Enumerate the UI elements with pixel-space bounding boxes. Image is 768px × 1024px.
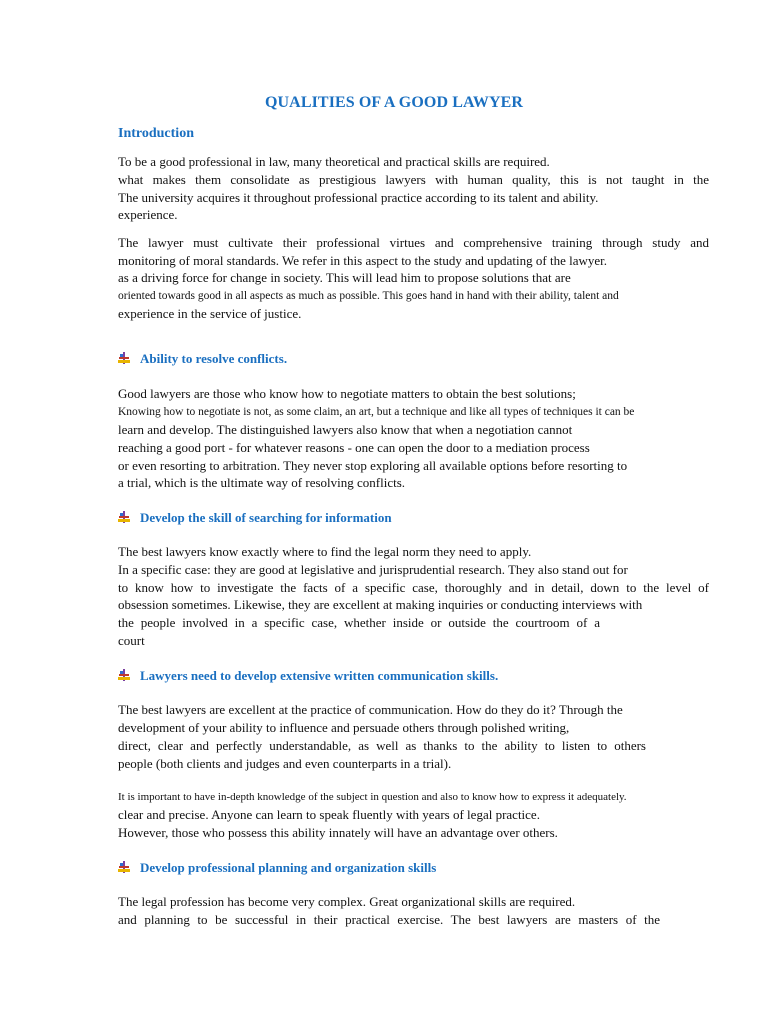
paragraph-line: clear and precise. Anyone can learn to speak fluently with years of legal practice. (118, 807, 540, 822)
bullet-icon (118, 352, 130, 364)
bullet-icon (118, 669, 130, 681)
paragraph-line: Knowing how to negotiate is not, as some claim, an art, but a technique and like all types of techniques it can be (118, 406, 635, 418)
paragraph-line: and planning to be successful in their practical exercise. The best lawyers are masters of the (118, 912, 660, 927)
paragraph-line: what makes them consolidate as prestigious lawyers with human quality, this is not taught in the (118, 172, 709, 187)
paragraph-line: a trial, which is the ultimate way of resolving conflicts. (118, 475, 406, 490)
paragraph-line: to know how to investigate the facts of a specific case, thoroughly and in detail, down to the level of (118, 580, 709, 595)
paragraph-line: experience in the service of justice. (118, 306, 302, 321)
paragraph-line: or even resorting to arbitration. They never stop exploring all available options before resorting to (118, 458, 628, 473)
section-heading-text: Develop professional planning and organization skills (140, 860, 437, 875)
introduction-heading: Introduction (118, 126, 194, 141)
paragraph-line: However, those who possess this ability innately will have an advantage over others. (118, 825, 558, 840)
paragraph-line: The university acquires it throughout professional practice according to its talent and ability. (118, 190, 599, 205)
section-heading-text: Ability to resolve conflicts. (140, 351, 288, 366)
section-heading-text: Lawyers need to develop extensive written communication skills. (140, 668, 499, 683)
paragraph-line: The best lawyers know exactly where to find the legal norm they need to apply. (118, 544, 532, 559)
paragraph-line: The best lawyers are excellent at the practice of communication. How do they do it? Through the (118, 702, 623, 717)
section-heading-text: Develop the skill of searching for information (140, 510, 392, 525)
page-title: QUALITIES OF A GOOD LAWYER (264, 94, 524, 111)
section-heading-planning (118, 860, 436, 876)
paragraph-line: court (118, 633, 145, 648)
section-heading-written-communication (118, 668, 498, 684)
section-heading-conflicts (118, 351, 287, 367)
paragraph-line: To be a good professional in law, many theoretical and practical skills are required. (118, 154, 550, 169)
paragraph-line: direct, clear and perfectly understandable, as well as thanks to the ability to listen to others (118, 738, 646, 753)
paragraph-line: obsession sometimes. Likewise, they are excellent at making inquiries or conducting interviews with (118, 597, 643, 612)
paragraph-line: The legal profession has become very complex. Great organizational skills are required. (118, 894, 576, 909)
paragraph-line: In a specific case: they are good at legislative and jurisprudential research. They also stand out for (118, 562, 628, 577)
paragraph-line: It is important to have in-depth knowledge of the subject in question and also to know how to express it adequately. (118, 791, 627, 803)
paragraph-line: people (both clients and judges and even counterparts in a trial). (118, 756, 452, 771)
paragraph-line: monitoring of moral standards. We refer in this aspect to the study and updating of the lawyer. (118, 253, 607, 268)
paragraph-line: learn and develop. The distinguished lawyers also know that when a negotiation cannot (118, 422, 573, 437)
bullet-icon (118, 511, 130, 523)
section-heading-searching (118, 510, 392, 526)
paragraph-line: the people involved in a specific case, whether inside or outside the courtroom of a (118, 615, 600, 630)
paragraph-line: development of your ability to influence and persuade others through polished writing, (118, 720, 570, 735)
paragraph-line: The lawyer must cultivate their professional virtues and comprehensive training through study and (118, 235, 709, 250)
paragraph-line: oriented towards good in all aspects as much as possible. This goes hand in hand with their ability, talent and (118, 290, 619, 302)
paragraph-line: Good lawyers are those who know how to negotiate matters to obtain the best solutions; (118, 386, 576, 401)
paragraph-line: experience. (118, 207, 178, 222)
paragraph-line: reaching a good port - for whatever reasons - one can open the door to a mediation process (118, 440, 590, 455)
paragraph-line: as a driving force for change in society. This will lead him to propose solutions that are (118, 270, 571, 285)
bullet-icon (118, 861, 130, 873)
